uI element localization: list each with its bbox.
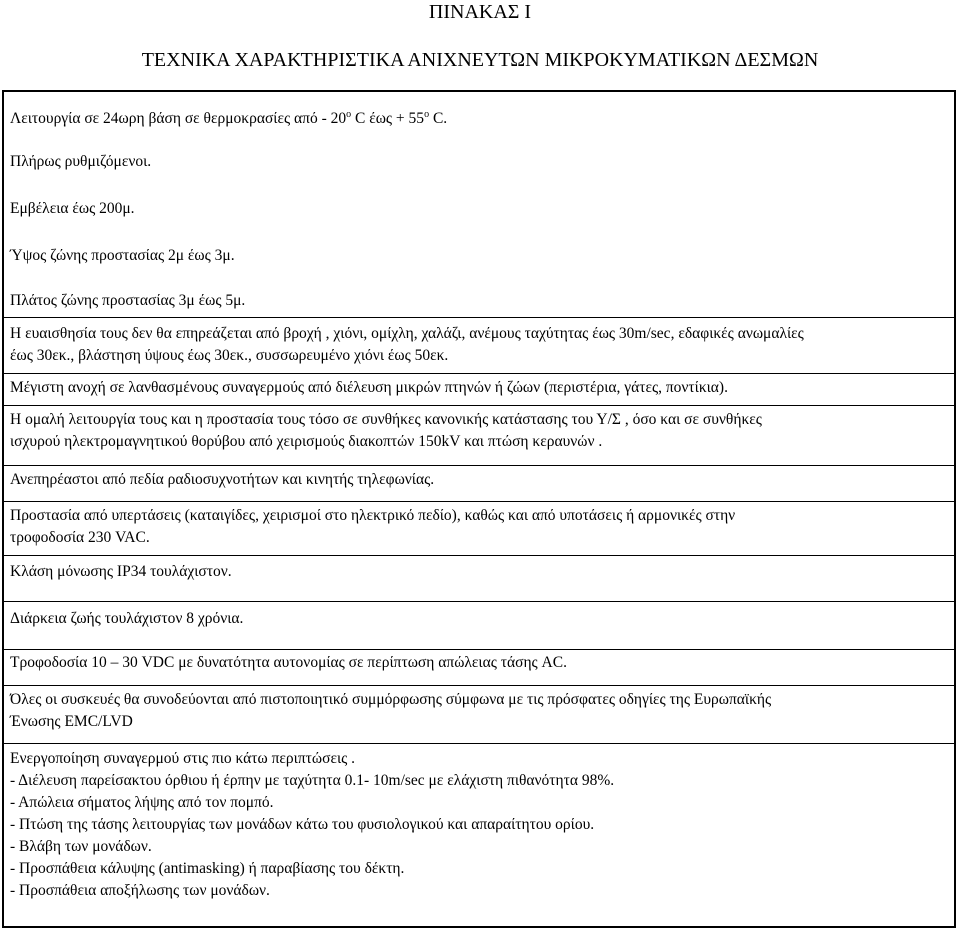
row-divider — [4, 743, 954, 744]
spec-list-item: - Πτώση της τάσης λειτουργίας των μονάδων κάτω του φυσιολογικού και απαραίτητου ορίου. — [10, 816, 595, 833]
spec-row-surge-protection — [4, 505, 954, 549]
spec-row-zone-width: Πλάτος ζώνης προστασίας 3μ έως 5μ. — [10, 292, 246, 309]
spec-line: τροφοδοσία 230 VAC. — [10, 529, 150, 546]
specifications-table — [2, 90, 956, 928]
document-subtitle: ΤΕΧΝΙΚΑ ΧΑΡΑΚΤΗΡΙΣΤΙΚΑ ΑΝΙΧΝΕΥΤΩΝ ΜΙΚΡΟΚΥΜΑΤΙΚΩΝ ΔΕΣΜΩΝ — [141, 49, 819, 71]
row-divider — [4, 601, 954, 602]
spec-row-certification — [4, 689, 954, 733]
spec-row-rf-immunity: Ανεπηρέαστοι από πεδία ραδιοσυχνοτήτων και κινητής τηλεφωνίας. — [10, 471, 435, 488]
row-divider — [4, 373, 954, 374]
spec-line: Ένωσης EMC/LVD — [10, 713, 133, 730]
spec-list-item: - Απώλεια σήματος λήψης από τον πομπό. — [10, 794, 274, 811]
degree-mark: ο — [424, 109, 430, 120]
spec-row-false-alarms: Μέγιστη ανοχή σε λανθασμένους συναγερμούς από διέλευση μικρών πτηνών ή ζώων (περιστέρια, γάτες, ποντίκια). — [10, 379, 728, 396]
spec-text: C έως + 55 — [351, 110, 425, 127]
row-divider — [4, 555, 954, 556]
row-divider — [4, 465, 954, 466]
spec-list-item: - Προσπάθεια κάλυψης (antimasking) ή παραβίασης του δέκτη. — [10, 860, 405, 877]
spec-line: Η ευαισθησία τους δεν θα επηρεάζεται από βροχή , χιόνι, ομίχλη, χαλάζι, ανέμους ταχύτητας έως 30m/sec, εδαφικές ανωμαλίες — [10, 325, 804, 342]
spec-row-power-supply: Τροφοδοσία 10 – 30 VDC με δυνατότητα αυτονομίας σε περίπτωση απώλειας τάσης AC. — [10, 654, 567, 671]
spec-line: Ενεργοποίηση συναγερμού στις πιο κάτω περιπτώσεις . — [10, 750, 356, 767]
spec-row-sensitivity — [4, 323, 954, 367]
spec-row-alarm-activation — [4, 748, 954, 902]
spec-row-lifetime: Διάρκεια ζωής τουλάχιστον 8 χρόνια. — [10, 610, 244, 627]
spec-list-item: - Προσπάθεια αποξήλωσης των μονάδων. — [10, 882, 270, 899]
spec-row-ip-class: Κλάση μόνωσης IP34 τουλάχιστον. — [10, 563, 232, 580]
spec-line: Προστασία από υπερτάσεις (καταιγίδες, χειρισμοί στο ηλεκτρικό πεδίο), καθώς και από υποτάσεις ή αρμονικές στην — [10, 507, 736, 524]
spec-row-zone-height: Ύψος ζώνης προστασίας 2μ έως 3μ. — [10, 247, 235, 264]
spec-row-range: Εμβέλεια έως 200μ. — [10, 200, 135, 217]
spec-list-item: - Βλάβη των μονάδων. — [10, 838, 152, 855]
spec-line: ισχυρού ηλεκτρομαγνητικού θορύβου από χειρισμούς διακοπτών 150kV και πτώση κεραυνών . — [10, 433, 603, 450]
spec-row-adjustable: Πλήρως ρυθμιζόμενοι. — [10, 153, 152, 170]
row-divider — [4, 405, 954, 406]
spec-row-temperature — [4, 108, 954, 130]
spec-list-item: - Διέλευση παρείσακτου όρθιου ή έρπην με ταχύτητα 0.1- 10m/sec με ελάχιστη πιθανότητα 98%. — [10, 772, 615, 789]
row-divider — [4, 501, 954, 502]
spec-row-operation — [4, 409, 954, 453]
spec-text: Λειτουργία σε 24ωρη βάση σε θερμοκρασίες από - 20 — [10, 110, 347, 127]
degree-mark: ο — [346, 109, 352, 120]
spec-line: Όλες οι συσκευές θα συνοδεύονται από πιστοποιητικό συμμόρφωσης σύμφωνα με τις πρόσφατες οδηγίες της Ευρωπαϊκής — [10, 691, 772, 708]
spec-line: Η ομαλή λειτουργία τους και η προστασία τους τόσο σε συνθήκες κανονικής κατάστασης του Υ/Σ , όσο και σε συνθήκες — [10, 411, 762, 428]
row-divider — [4, 317, 954, 318]
row-divider — [4, 685, 954, 686]
row-divider — [4, 649, 954, 650]
table-title: ΠΙΝΑΚΑΣ Ι — [428, 1, 532, 23]
spec-text: C. — [429, 110, 448, 127]
spec-line: έως 30εκ., βλάστηση ύψους έως 30εκ., συσσωρευμένο χιόνι έως 50εκ. — [10, 347, 449, 364]
